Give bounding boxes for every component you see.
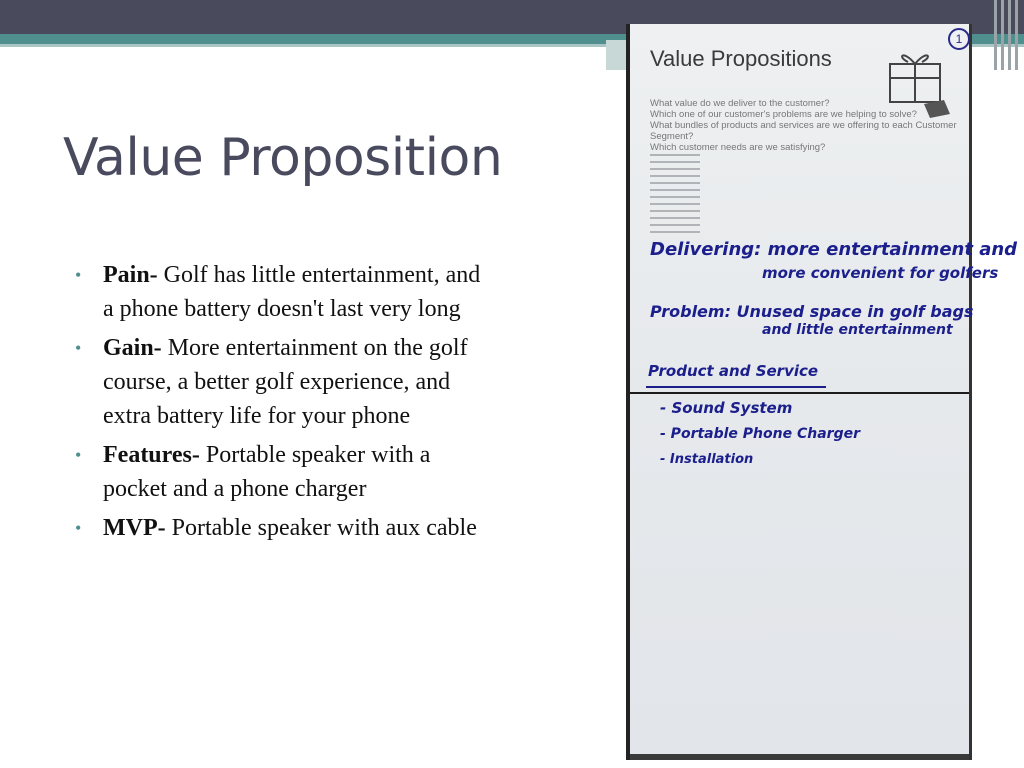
handwriting-problem: Problem: Unused space in golf bags (650, 302, 974, 321)
underline (646, 386, 826, 388)
bullet-dot: • (75, 445, 82, 465)
bullet-label: Features- (103, 442, 200, 468)
bullet-dot: • (75, 518, 82, 538)
bullet-text: Portable speaker with a pocket and a phone charger (103, 442, 431, 502)
bullet-item (72, 331, 492, 433)
photo-printed-title: Value Propositions (650, 46, 832, 71)
printed-question: What value do we deliver to the customer? (650, 98, 830, 109)
bullet-text: Portable speaker with aux cable (165, 515, 477, 541)
photo-bottom-edge (630, 754, 969, 760)
illegible-fine-print (650, 154, 700, 238)
handwriting-item: - Portable Phone Charger (660, 426, 860, 442)
bullet-text: More entertainment on the golf course, a better golf experience, and extra battery life for your phone (103, 335, 468, 429)
handwriting-item: - Sound System (660, 399, 793, 417)
bullet-text: Golf has little entertainment, and a phone battery doesn't last very long (103, 262, 481, 322)
handwriting-delivering-cont: more convenient for golfers (762, 264, 999, 282)
bullet-item (72, 258, 492, 326)
board-divider (630, 392, 969, 394)
handwriting-delivering: Delivering: more entertainment and (650, 239, 1018, 260)
handwriting-problem-cont: and little entertainment (762, 322, 953, 338)
whiteboard-photo (626, 24, 1018, 760)
printed-question: What bundles of products and services are we offering to each Customer Segment? (650, 120, 957, 142)
bullet-list (72, 258, 492, 550)
bullet-label: Pain- (103, 262, 158, 288)
printed-question: Which one of our customer's problems are we helping to solve? (650, 109, 917, 120)
handwriting-item: - Installation (660, 452, 754, 467)
page-number-badge: 1 (948, 28, 970, 50)
photo-printed-questions (650, 98, 970, 153)
bullet-item (72, 438, 492, 506)
bullet-label: MVP- (103, 515, 166, 541)
bullet-dot: • (75, 338, 82, 358)
slide-title: Value Proposition (63, 128, 503, 188)
bullet-item (72, 511, 492, 545)
bullet-label: Gain- (103, 335, 162, 361)
printed-question: Which customer needs are we satisfying? (650, 142, 826, 153)
handwriting-product-heading: Product and Service (648, 362, 819, 380)
decorative-lines (994, 0, 1024, 70)
bullet-dot: • (75, 265, 82, 285)
